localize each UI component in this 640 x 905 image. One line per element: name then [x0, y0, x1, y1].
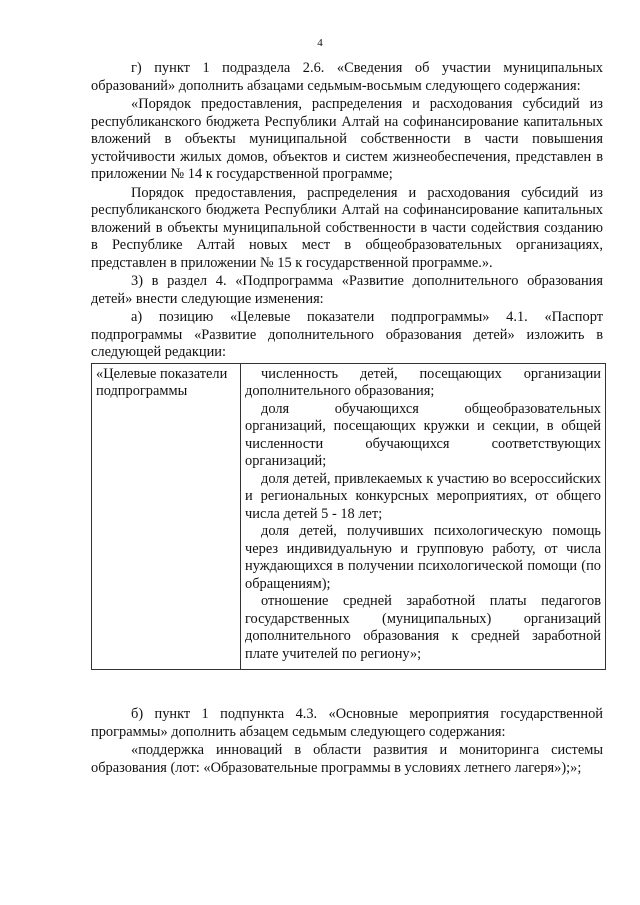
paragraph-procedure-15: Порядок предоставления, распределения и расходования субсидий из республиканского бюджета Республики Алтай на софинансирование капитальных вложений в объекты муниципальной собственности в части содействия созданию в Республике Алтай новых мест в общеобразовательных организациях, представлен в приложении № 15 к государственной программе.».: [91, 184, 603, 271]
paragraph-item-a: а) позицию «Целевые показатели подпрограммы» 4.1. «Паспорт подпрограммы «Развитие дополнительного образования детей» изложить в следующей редакции:: [91, 309, 603, 360]
target-indicators-table: [91, 363, 606, 671]
paragraph-procedure-14: «Порядок предоставления, распределения и расходования субсидий из республиканского бюджета Республики Алтай на софинансирование капитальных вложений в объекты муниципальной собственности в части повышения устойчивости жилых домов, объектов и систем жизнеобеспечения, представлен в приложении № 14 к государственной программе;: [91, 96, 603, 182]
indicator-item: доля детей, привлекаемых к участию во всероссийских и региональных конкурсных мероприятиях, от общего числа детей 5 - 18 лет;: [245, 470, 601, 522]
paragraph-innovation-support: «поддержка инноваций в области развития и мониторинга системы образования (лот: «Образовательные программы в условиях летнего лагеря»);»;: [91, 742, 603, 776]
paragraph-item-g: г) пункт 1 подраздела 2.6. «Сведения об участии муниципальных образований» дополнить абзацами седьмым-восьмым следующего содержания:: [91, 60, 603, 94]
table-row: [92, 363, 606, 670]
paragraph-item-b: б) пункт 1 подпункта 4.3. «Основные мероприятия государственной программы» дополнить абзацем седьмым следующего содержания:: [91, 706, 603, 740]
indicator-item: численность детей, посещающих организации дополнительного образования;: [245, 365, 601, 399]
indicator-item: отношение средней заработной платы педагогов государственных (муниципальных) организаций дополнительного образования к средней заработной плате учителей по региону»;: [245, 593, 601, 662]
table-value-cell: [241, 363, 606, 670]
bottom-section: [91, 706, 603, 777]
indicator-item: доля детей, получивших психологическую помощь через индивидуальную и групповую работу, от числа нуждающихся в получении психологической помощи (по обращениям);: [245, 523, 601, 592]
document-body: [91, 60, 603, 777]
indicator-item: доля обучающихся общеобразовательных организаций, посещающих кружки и секции, в общей численности обучающихся соответствующих организаций;: [245, 400, 601, 469]
table-label-cell: «Целевые показатели подпрограммы: [92, 363, 241, 670]
paragraph-section-4: 3) в раздел 4. «Подпрограмма «Развитие дополнительного образования детей» внести следующие изменения:: [91, 273, 603, 307]
page-number: 4: [317, 37, 323, 49]
